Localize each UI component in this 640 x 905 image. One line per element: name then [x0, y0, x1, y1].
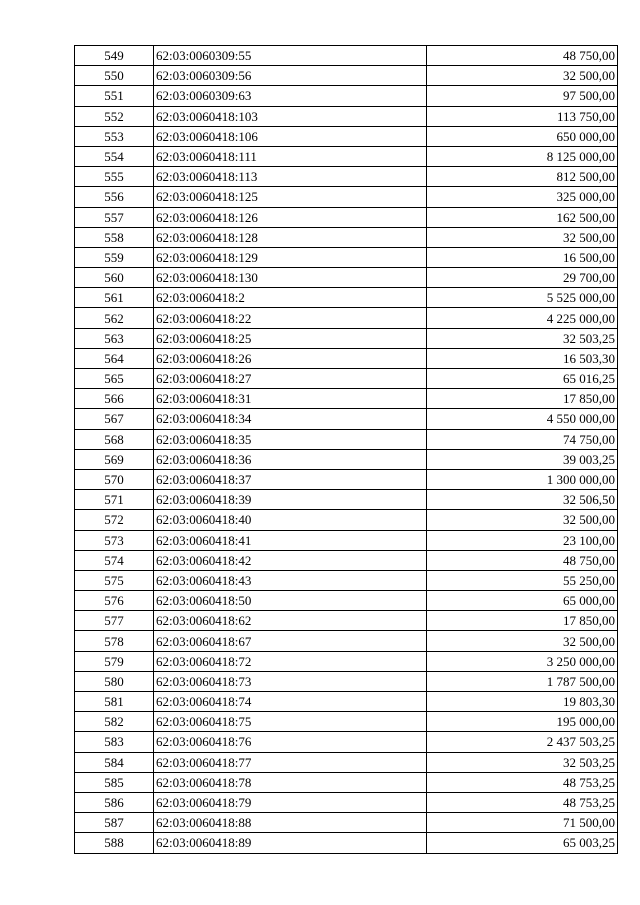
- cadastral-number-cell: 62:03:0060418:89: [154, 833, 427, 853]
- cadastral-value-cell: 2 437 503,25: [427, 732, 618, 752]
- cadastral-number-cell: 62:03:0060418:41: [154, 530, 427, 550]
- cadastral-value-cell: 65 016,25: [427, 369, 618, 389]
- cadastral-number-cell: 62:03:0060418:37: [154, 469, 427, 489]
- table-row: [75, 550, 618, 570]
- row-number-cell: 579: [75, 651, 154, 671]
- table-row: [75, 227, 618, 247]
- table-row: [75, 86, 618, 106]
- row-number-cell: 550: [75, 66, 154, 86]
- row-number-cell: 572: [75, 510, 154, 530]
- row-number-cell: 564: [75, 348, 154, 368]
- cadastral-number-cell: 62:03:0060418:72: [154, 651, 427, 671]
- row-number-cell: 587: [75, 813, 154, 833]
- cadastral-number-cell: 62:03:0060418:34: [154, 409, 427, 429]
- row-number-cell: 578: [75, 631, 154, 651]
- cadastral-number-cell: 62:03:0060309:55: [154, 46, 427, 66]
- cadastral-number-cell: 62:03:0060418:42: [154, 550, 427, 570]
- table-row: [75, 712, 618, 732]
- row-number-cell: 562: [75, 308, 154, 328]
- table-row: [75, 692, 618, 712]
- cadastral-value-cell: 195 000,00: [427, 712, 618, 732]
- cadastral-value-cell: 650 000,00: [427, 126, 618, 146]
- cadastral-value-cell: 32 503,25: [427, 752, 618, 772]
- cadastral-number-cell: 62:03:0060418:67: [154, 631, 427, 651]
- row-number-cell: 556: [75, 187, 154, 207]
- cadastral-value-cell: 812 500,00: [427, 167, 618, 187]
- cadastral-number-cell: 62:03:0060418:43: [154, 570, 427, 590]
- row-number-cell: 553: [75, 126, 154, 146]
- cadastral-number-cell: 62:03:0060418:111: [154, 146, 427, 166]
- cadastral-value-cell: 74 750,00: [427, 429, 618, 449]
- cadastral-value-cell: 32 500,00: [427, 631, 618, 651]
- cadastral-number-cell: 62:03:0060418:35: [154, 429, 427, 449]
- table-row: [75, 348, 618, 368]
- table-row: [75, 328, 618, 348]
- row-number-cell: 552: [75, 106, 154, 126]
- table-row: [75, 813, 618, 833]
- table-row: [75, 167, 618, 187]
- cadastral-number-cell: 62:03:0060418:27: [154, 369, 427, 389]
- cadastral-number-cell: 62:03:0060418:79: [154, 792, 427, 812]
- table-row: [75, 469, 618, 489]
- table-row: [75, 268, 618, 288]
- table-row: [75, 207, 618, 227]
- cadastral-value-cell: 1 787 500,00: [427, 671, 618, 691]
- cadastral-value-cell: 29 700,00: [427, 268, 618, 288]
- cadastral-number-cell: 62:03:0060418:88: [154, 813, 427, 833]
- table-row: [75, 490, 618, 510]
- row-number-cell: 586: [75, 792, 154, 812]
- table-row: [75, 752, 618, 772]
- cadastral-value-cell: 48 753,25: [427, 792, 618, 812]
- row-number-cell: 576: [75, 591, 154, 611]
- table-row: [75, 772, 618, 792]
- cadastral-number-cell: 62:03:0060418:128: [154, 227, 427, 247]
- table-row: [75, 46, 618, 66]
- cadastral-number-cell: 62:03:0060418:76: [154, 732, 427, 752]
- cadastral-number-cell: 62:03:0060418:73: [154, 671, 427, 691]
- row-number-cell: 574: [75, 550, 154, 570]
- cadastral-number-cell: 62:03:0060418:62: [154, 611, 427, 631]
- cadastral-number-cell: 62:03:0060418:106: [154, 126, 427, 146]
- cadastral-number-cell: 62:03:0060309:63: [154, 86, 427, 106]
- table-row: [75, 247, 618, 267]
- table-row: [75, 631, 618, 651]
- cadastral-value-cell: 17 850,00: [427, 389, 618, 409]
- table-row: [75, 409, 618, 429]
- table-row: [75, 288, 618, 308]
- cadastral-value-cell: 55 250,00: [427, 570, 618, 590]
- cadastral-value-cell: 48 750,00: [427, 550, 618, 570]
- cadastral-number-cell: 62:03:0060418:2: [154, 288, 427, 308]
- row-number-cell: 581: [75, 692, 154, 712]
- cadastral-number-cell: 62:03:0060418:31: [154, 389, 427, 409]
- cadastral-value-cell: 32 500,00: [427, 66, 618, 86]
- cadastral-value-cell: 4 550 000,00: [427, 409, 618, 429]
- cadastral-number-cell: 62:03:0060418:50: [154, 591, 427, 611]
- row-number-cell: 585: [75, 772, 154, 792]
- table-body: [75, 46, 618, 854]
- cadastral-value-cell: 32 503,25: [427, 328, 618, 348]
- table-row: [75, 146, 618, 166]
- table-row: [75, 369, 618, 389]
- table-row: [75, 651, 618, 671]
- table-row: [75, 106, 618, 126]
- cadastral-number-cell: 62:03:0060418:26: [154, 348, 427, 368]
- cadastral-number-cell: 62:03:0060309:56: [154, 66, 427, 86]
- cadastral-number-cell: 62:03:0060418:113: [154, 167, 427, 187]
- row-number-cell: 575: [75, 570, 154, 590]
- row-number-cell: 582: [75, 712, 154, 732]
- cadastral-number-cell: 62:03:0060418:36: [154, 449, 427, 469]
- cadastral-value-cell: 1 300 000,00: [427, 469, 618, 489]
- cadastral-value-cell: 32 500,00: [427, 510, 618, 530]
- cadastral-number-cell: 62:03:0060418:125: [154, 187, 427, 207]
- cadastral-number-cell: 62:03:0060418:130: [154, 268, 427, 288]
- row-number-cell: 555: [75, 167, 154, 187]
- cadastral-number-cell: 62:03:0060418:74: [154, 692, 427, 712]
- row-number-cell: 565: [75, 369, 154, 389]
- row-number-cell: 567: [75, 409, 154, 429]
- row-number-cell: 588: [75, 833, 154, 853]
- row-number-cell: 571: [75, 490, 154, 510]
- cadastral-value-cell: 16 503,30: [427, 348, 618, 368]
- cadastral-value-cell: 71 500,00: [427, 813, 618, 833]
- cadastral-value-cell: 97 500,00: [427, 86, 618, 106]
- row-number-cell: 573: [75, 530, 154, 550]
- cadastral-value-cell: 23 100,00: [427, 530, 618, 550]
- table-row: [75, 530, 618, 550]
- table-row: [75, 126, 618, 146]
- row-number-cell: 554: [75, 146, 154, 166]
- cadastral-value-cell: 8 125 000,00: [427, 146, 618, 166]
- row-number-cell: 580: [75, 671, 154, 691]
- table-row: [75, 308, 618, 328]
- cadastral-number-cell: 62:03:0060418:103: [154, 106, 427, 126]
- cadastral-value-cell: 48 750,00: [427, 46, 618, 66]
- cadastral-number-cell: 62:03:0060418:129: [154, 247, 427, 267]
- row-number-cell: 549: [75, 46, 154, 66]
- row-number-cell: 584: [75, 752, 154, 772]
- cadastral-value-cell: 16 500,00: [427, 247, 618, 267]
- cadastral-value-cell: 162 500,00: [427, 207, 618, 227]
- row-number-cell: 583: [75, 732, 154, 752]
- cadastral-value-cell: 48 753,25: [427, 772, 618, 792]
- row-number-cell: 560: [75, 268, 154, 288]
- row-number-cell: 557: [75, 207, 154, 227]
- table-row: [75, 187, 618, 207]
- table-row: [75, 611, 618, 631]
- cadastral-value-cell: 65 003,25: [427, 833, 618, 853]
- cadastral-value-cell: 4 225 000,00: [427, 308, 618, 328]
- row-number-cell: 566: [75, 389, 154, 409]
- table-row: [75, 833, 618, 853]
- cadastral-value-cell: 32 506,50: [427, 490, 618, 510]
- row-number-cell: 569: [75, 449, 154, 469]
- table-row: [75, 66, 618, 86]
- table-row: [75, 429, 618, 449]
- row-number-cell: 570: [75, 469, 154, 489]
- table-row: [75, 732, 618, 752]
- cadastral-number-cell: 62:03:0060418:75: [154, 712, 427, 732]
- cadastral-number-cell: 62:03:0060418:78: [154, 772, 427, 792]
- cadastral-value-table: [74, 45, 618, 854]
- cadastral-value-cell: 32 500,00: [427, 227, 618, 247]
- cadastral-value-cell: 19 803,30: [427, 692, 618, 712]
- table-row: [75, 792, 618, 812]
- row-number-cell: 577: [75, 611, 154, 631]
- table-row: [75, 389, 618, 409]
- table-row: [75, 570, 618, 590]
- table-row: [75, 449, 618, 469]
- cadastral-value-cell: 5 525 000,00: [427, 288, 618, 308]
- cadastral-value-cell: 113 750,00: [427, 106, 618, 126]
- row-number-cell: 559: [75, 247, 154, 267]
- cadastral-value-cell: 17 850,00: [427, 611, 618, 631]
- cadastral-number-cell: 62:03:0060418:39: [154, 490, 427, 510]
- table-row: [75, 591, 618, 611]
- cadastral-value-cell: 325 000,00: [427, 187, 618, 207]
- row-number-cell: 568: [75, 429, 154, 449]
- cadastral-number-cell: 62:03:0060418:25: [154, 328, 427, 348]
- cadastral-number-cell: 62:03:0060418:40: [154, 510, 427, 530]
- row-number-cell: 558: [75, 227, 154, 247]
- cadastral-number-cell: 62:03:0060418:22: [154, 308, 427, 328]
- cadastral-value-cell: 39 003,25: [427, 449, 618, 469]
- row-number-cell: 551: [75, 86, 154, 106]
- cadastral-value-cell: 3 250 000,00: [427, 651, 618, 671]
- cadastral-value-cell: 65 000,00: [427, 591, 618, 611]
- table-row: [75, 671, 618, 691]
- table-row: [75, 510, 618, 530]
- row-number-cell: 563: [75, 328, 154, 348]
- row-number-cell: 561: [75, 288, 154, 308]
- cadastral-number-cell: 62:03:0060418:126: [154, 207, 427, 227]
- cadastral-number-cell: 62:03:0060418:77: [154, 752, 427, 772]
